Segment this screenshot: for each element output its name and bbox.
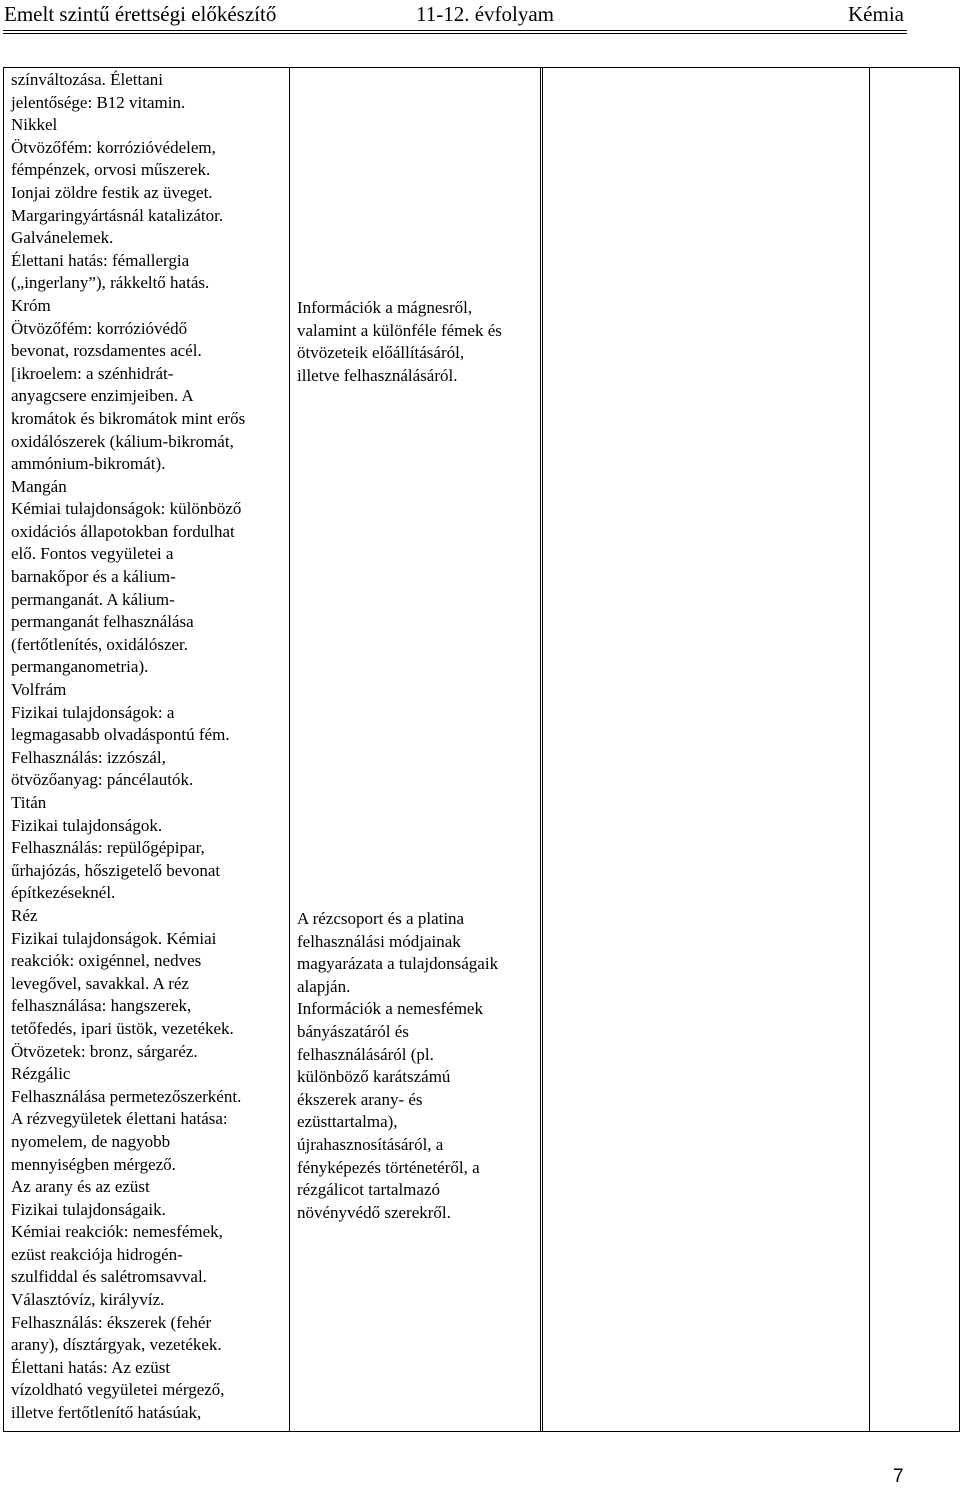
text-line: űrhajózás, hőszigetelő bevonat — [11, 860, 221, 880]
text-line: Ötvözetek: bronz, sárgaréz. — [11, 1041, 198, 1061]
text-line: Ötvözőfém: korrózióvédő — [11, 318, 188, 338]
text-line: arany), dísztárgyak, vezetékek. — [11, 1335, 222, 1355]
table-column-border — [540, 67, 541, 1432]
text-line: bányászatáról és — [297, 1021, 409, 1041]
table-bottom-border — [3, 1431, 960, 1432]
text-line: Fizikai tulajdonságok: a — [11, 702, 175, 722]
table-column-border — [869, 67, 870, 1432]
column-information-block-1 — [297, 297, 502, 387]
text-line: (fertőtlenítés, oxidálószer. — [11, 634, 189, 654]
text-line: Élettani hatás: Az ezüst — [11, 1357, 171, 1377]
header-rule-top — [3, 30, 907, 31]
text-line: Galvánelemek. — [11, 228, 114, 248]
text-line: Fizikai tulajdonságok. — [11, 815, 163, 835]
text-line: reakciók: oxigénnel, nedves — [11, 951, 202, 971]
header-subject: Kémia — [848, 2, 904, 26]
text-line: tetőfedés, ipari üstök, vezetékek. — [11, 1018, 234, 1038]
text-line: Rézgálic — [11, 1064, 71, 1084]
text-line: illetve felhasználásáról. — [297, 365, 458, 385]
text-line: Kémiai reakciók: nemesfémek, — [11, 1222, 223, 1242]
text-line: nyomelem, de nagyobb — [11, 1131, 171, 1151]
text-line: barnakőpor és a kálium- — [11, 567, 176, 587]
text-line: levegővel, savakkal. A réz — [11, 973, 189, 993]
text-line: ékszerek arany- és — [297, 1089, 423, 1109]
text-line: elő. Fontos vegyületei a — [11, 544, 174, 564]
text-line: Mangán — [11, 476, 67, 496]
text-line: építkezéseknél. — [11, 883, 116, 903]
text-line: Felhasználása permetezőszerként. — [11, 1086, 242, 1106]
text-line: kromátok és bikromátok mint erős — [11, 408, 246, 428]
column-information-block-2 — [297, 908, 498, 1224]
text-line: anyagcsere enzimjeiben. A — [11, 386, 194, 406]
text-line: Ötvözőfém: korrózióvédelem, — [11, 137, 216, 157]
text-line: Felhasználás: repülőgépipar, — [11, 838, 205, 858]
text-line: Információk a nemesfémek — [297, 999, 483, 1019]
text-line: A rézvegyületek élettani hatása: — [11, 1109, 228, 1129]
text-line: ötvözőanyag: páncélautók. — [11, 770, 194, 790]
text-line: mennyiségben mérgező. — [11, 1154, 176, 1174]
text-line: Nikkel — [11, 115, 58, 135]
text-line: fémpénzek, orvosi műszerek. — [11, 160, 211, 180]
text-line: fényképezés történetéről, a — [297, 1157, 480, 1177]
text-line: oxidálószerek (kálium-bikromát, — [11, 431, 234, 451]
text-line: Ionjai zöldre festik az üveget. — [11, 182, 213, 202]
text-line: A rézcsoport és a platina — [297, 909, 465, 928]
page-number: 7 — [893, 1466, 904, 1487]
text-line: vízoldható vegyületei mérgező, — [11, 1380, 225, 1400]
text-line: Króm — [11, 295, 51, 315]
text-line: növényvédő szerekről. — [297, 1202, 451, 1222]
text-line: illetve fertőtlenítő hatásúak, — [11, 1403, 202, 1423]
text-line: [ikroelem: a szénhidrát- — [11, 363, 174, 383]
table-top-border — [3, 67, 960, 68]
text-line: magyarázata a tulajdonságaik — [297, 954, 499, 974]
text-line: újrahasznosításáról, a — [297, 1134, 444, 1154]
text-line: oxidációs állapotokban fordulhat — [11, 521, 235, 541]
text-line: Réz — [11, 905, 38, 925]
text-line: Élettani hatás: fémallergia — [11, 250, 190, 270]
text-line: Felhasználás: izzószál, — [11, 747, 166, 767]
page-header — [0, 0, 960, 28]
text-line: Fizikai tulajdonságaik. — [11, 1199, 166, 1219]
text-line: permanganát. A kálium- — [11, 589, 175, 609]
text-line: bevonat, rozsdamentes acél. — [11, 341, 202, 361]
text-line: Titán — [11, 793, 47, 812]
text-line: („ingerlany”), rákkeltő hatás. — [11, 273, 210, 293]
text-line: ezüsttartalma), — [297, 1112, 398, 1132]
text-line: különböző karátszámú — [297, 1067, 451, 1087]
text-line: Volfrám — [11, 680, 67, 700]
text-line: Az arany és az ezüst — [11, 1177, 150, 1197]
text-line: legmagasabb olvadáspontú fém. — [11, 725, 230, 745]
text-line: valamint a különféle fémek és — [297, 320, 502, 340]
text-line: permanganometria). — [11, 657, 149, 677]
text-line: rézgálicot tartalmazó — [297, 1180, 440, 1200]
header-rule-bottom — [3, 33, 907, 34]
text-line: Kémiai tulajdonságok: különböző — [11, 499, 242, 519]
text-line: színváltozása. Élettani — [11, 70, 163, 89]
text-line: felhasználásáról (pl. — [297, 1044, 434, 1064]
text-line: permanganát felhasználása — [11, 612, 194, 632]
text-line: felhasználása: hangszerek, — [11, 996, 192, 1016]
table-column-border — [3, 67, 4, 1432]
text-line: Margaringyártásnál katalizátor. — [11, 205, 224, 225]
text-line: Választóvíz, királyvíz. — [11, 1290, 165, 1310]
table-column-border — [289, 67, 290, 1432]
text-line: szulfiddal és salétromsavval. — [11, 1267, 207, 1287]
text-line: ezüst reakciója hidrogén- — [11, 1244, 183, 1264]
text-line: jelentősége: B12 vitamin. — [11, 92, 186, 112]
text-line: Fizikai tulajdonságok. Kémiai — [11, 928, 217, 948]
table-column-border — [542, 67, 543, 1432]
text-line: Információk a mágnesről, — [297, 298, 473, 317]
header-course-title: Emelt szintű érettségi előkészítő — [4, 2, 277, 26]
text-line: ammónium-bikromát). — [11, 454, 166, 474]
column-content-topics — [11, 69, 245, 1425]
text-line: felhasználási módjainak — [297, 931, 461, 951]
text-line: alapján. — [297, 976, 351, 996]
text-line: Felhasználás: ékszerek (fehér — [11, 1312, 212, 1332]
text-line: ötvözeteik előállításáról, — [297, 343, 465, 363]
header-grade: 11-12. évfolyam — [416, 2, 555, 26]
